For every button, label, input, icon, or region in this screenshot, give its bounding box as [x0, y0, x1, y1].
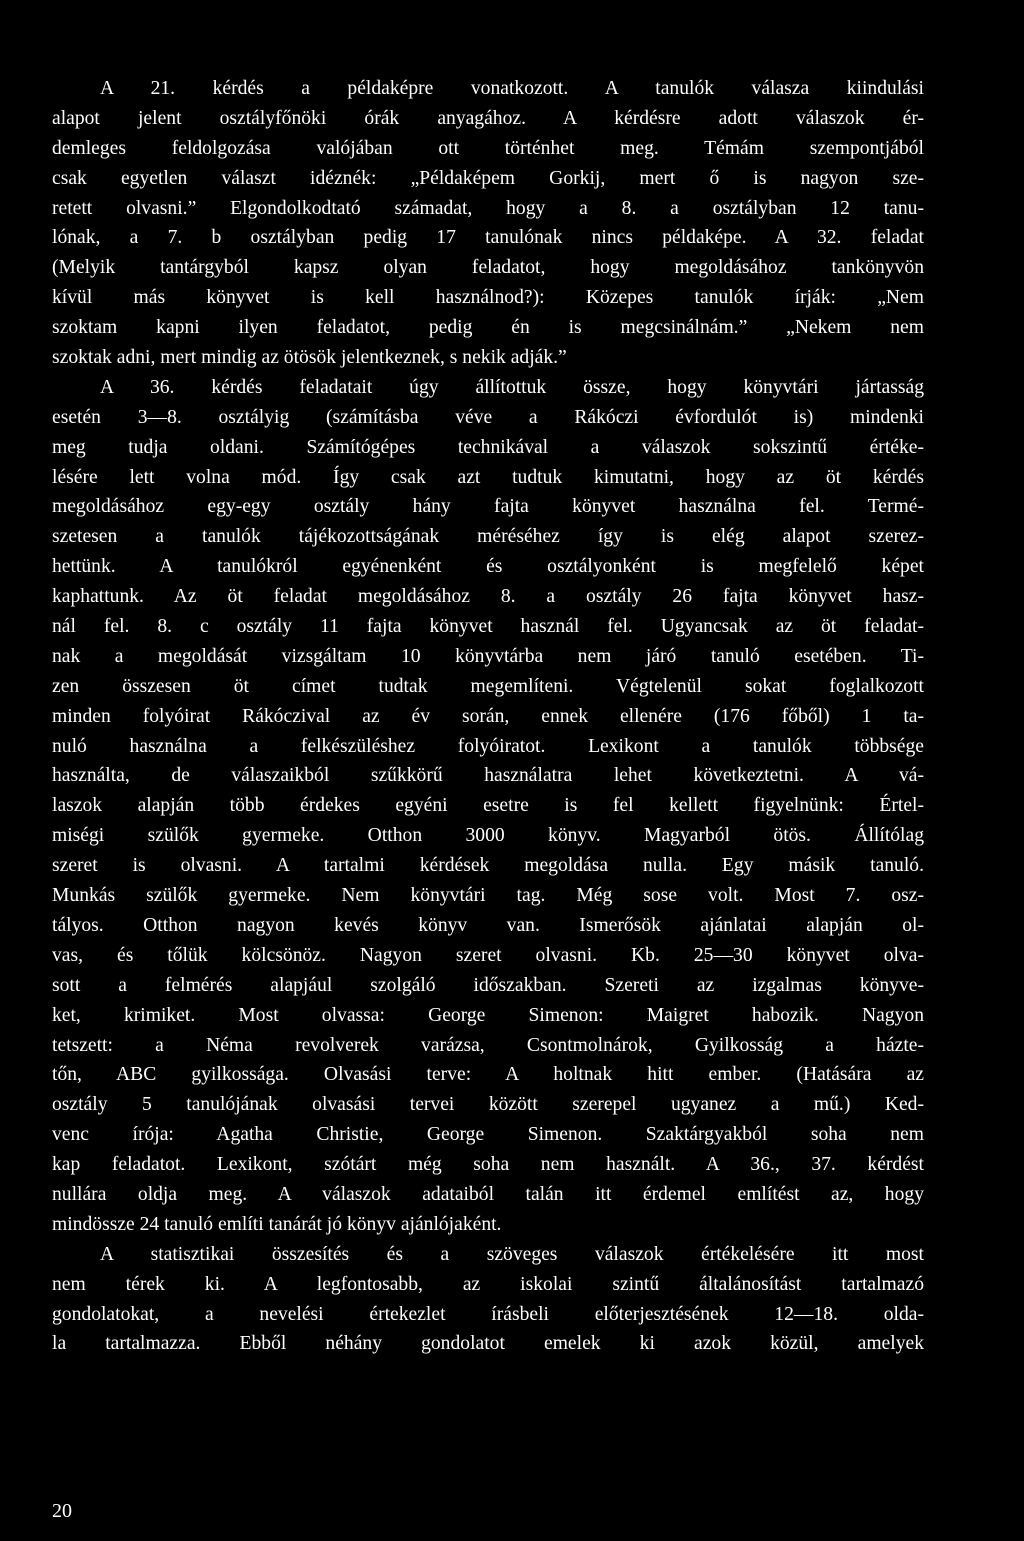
- text-line: megoldásához egy-egy osztály hány fajta könyvet használna fel. Termé-: [52, 496, 924, 518]
- text-line: minden folyóirat Rákóczival az év során, ennek ellenére (176 főből) 1 ta-: [52, 705, 924, 727]
- text-line: kap feladatot. Lexikont, szótárt még soha nem használt. A 36., 37. kérdést: [52, 1154, 924, 1176]
- text-line: Munkás szülők gyermeke. Nem könyvtári tag. Még sose volt. Most 7. osz-: [52, 885, 924, 907]
- text-line: hettünk. A tanulókról egyénenként és osztályonként is megfelelő képet: [52, 556, 924, 578]
- text-line: retett olvasni.” Elgondolkodtató számadat, hogy a 8. a osztályban 12 tanu-: [52, 197, 924, 219]
- text-line: tályos. Otthon nagyon kevés könyv van. Ismerősök ajánlatai alapján ol-: [52, 914, 924, 936]
- text-line: (Melyik tantárgyból kapsz olyan feladatot, hogy megoldásához tankönyvön: [52, 257, 924, 279]
- text-line: szoktam kapni ilyen feladatot, pedig én is megcsinálnám.” „Nekem nem: [52, 317, 924, 339]
- text-line: vas, és tőlük kölcsönöz. Nagyon szeret olvasni. Kb. 25—30 könyvet olva-: [52, 944, 924, 966]
- text-line: nullára oldja meg. A válaszok adataiból talán itt érdemel említést az, hogy: [52, 1183, 924, 1205]
- text-line: nuló használna a felkészüléshez folyóiratot. Lexikont a tanulók többsége: [52, 735, 924, 757]
- page-number: 20: [52, 1500, 72, 1522]
- text-line: A 21. kérdés a példaképre vonatkozott. A tanulók válasza kiindulási: [100, 78, 924, 99]
- text-line: lónak, a 7. b osztályban pedig 17 tanulónak nincs példaképe. A 32. feladat: [52, 227, 924, 249]
- text-line: nál fel. 8. c osztály 11 fajta könyvet használ fel. Ugyancsak az öt feladat-: [52, 616, 924, 638]
- text-line: szetesen a tanulók tájékozottságának méréséhez így is elég alapot szerez-: [52, 526, 924, 548]
- text-line: meg tudja oldani. Számítógépes technikával a válaszok sokszintű értéke-: [52, 436, 924, 458]
- text-line: la tartalmazza. Ebből néhány gondolatot emelek ki azok közül, amelyek: [52, 1333, 924, 1355]
- text-line: nak a megoldását vizsgáltam 10 könyvtárba nem járó tanuló esetében. Ti-: [52, 645, 924, 667]
- text-line: kívül más könyvet is kell használnod?): Közepes tanulók írják: „Nem: [52, 287, 924, 309]
- text-line: kaphattunk. Az öt feladat megoldásához 8. a osztály 26 fajta könyvet hasz-: [52, 586, 924, 608]
- text-line: venc írója: Agatha Christie, George Simenon. Szaktárgyakból soha nem: [52, 1124, 924, 1146]
- text-line: tőn, ABC gyilkossága. Olvasási terve: A holtnak hitt ember. (Hatására az: [52, 1064, 924, 1086]
- text-line: miségi szülők gyermeke. Otthon 3000 könyv. Magyarból ötös. Állítólag: [52, 825, 924, 847]
- text-line: tetszett: a Néma revolverek varázsa, Csontmolnárok, Gyilkosság a házte-: [52, 1034, 924, 1056]
- text-line: demleges feldolgozása valójában ott történhet meg. Témám szempontjából: [52, 137, 924, 159]
- text-line: zen összesen öt címet tudtak megemlíteni. Végtelenül sokat foglalkozott: [52, 675, 924, 697]
- text-line: laszok alapján több érdekes egyéni esetre is fel kellett figyelnünk: Értel-: [52, 795, 924, 817]
- text-line: gondolatokat, a nevelési értekezlet írásbeli előterjesztésének 12—18. olda-: [52, 1303, 924, 1325]
- body-text: [52, 74, 924, 1359]
- text-line: alapot jelent osztályfőnöki órák anyagához. A kérdésre adott válaszok ér-: [52, 107, 924, 129]
- text-line: szoktak adni, mert mindig az ötösök jelentkeznek, s nekik adják.”: [52, 347, 567, 369]
- text-line: mindössze 24 tanuló említi tanárát jó könyv ajánlójaként.: [52, 1213, 502, 1235]
- text-line: használta, de válaszaikból szűkkörű használatra lehet következtetni. A vá-: [52, 765, 924, 787]
- text-line: esetén 3—8. osztályig (számításba véve a Rákóczi évfordulót is) mindenki: [52, 406, 924, 428]
- text-line: A statisztikai összesítés és a szöveges válaszok értékelésére itt most: [100, 1243, 924, 1265]
- text-line: csak egyetlen választ idéznék: „Példaképem Gorkij, mert ő is nagyon sze-: [52, 167, 924, 189]
- text-line: ket, krimiket. Most olvassa: George Simenon: Maigret habozik. Nagyon: [52, 1004, 924, 1026]
- text-line: szeret is olvasni. A tartalmi kérdések megoldása nulla. Egy másik tanuló.: [52, 855, 924, 877]
- text-line: sott a felmérés alapjául szolgáló időszakban. Szereti az izgalmas könyve-: [52, 974, 924, 996]
- text-line: lésére lett volna mód. Így csak azt tudtuk kimutatni, hogy az öt kérdés: [52, 466, 924, 488]
- text-line: osztály 5 tanulójának olvasási tervei között szerepel ugyanez a mű.) Ked-: [52, 1094, 924, 1116]
- text-line: nem térek ki. A legfontosabb, az iskolai szintű általánosítást tartalmazó: [52, 1273, 924, 1295]
- text-line: A 36. kérdés feladatait úgy állítottuk össze, hogy könyvtári jártasság: [100, 376, 924, 398]
